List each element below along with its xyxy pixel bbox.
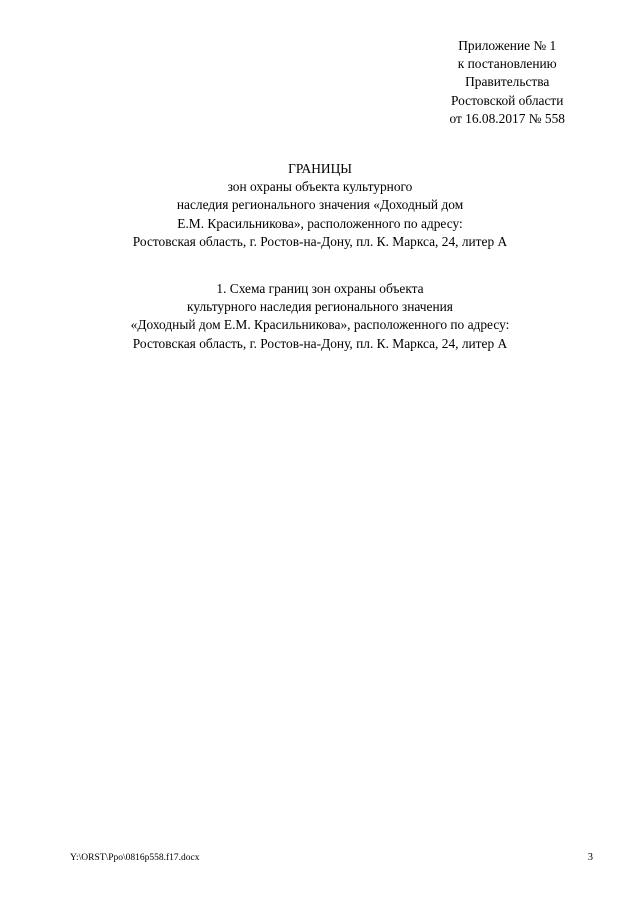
appendix-line: Правительства — [465, 74, 550, 90]
title-line: зон охраны объекта культурного — [227, 179, 413, 195]
document-title — [0, 160, 640, 251]
scheme-section-heading — [0, 280, 640, 353]
scheme-line: культурного наследия регионального значения — [187, 299, 453, 315]
title-line: Ростовская область, г. Ростов-на-Дону, пл. К. Маркса, 24, литер А — [132, 233, 508, 249]
scheme-line: «Доходный дом Е.М. Красильникова», расположенного по адресу: — [130, 317, 510, 333]
title-heading: ГРАНИЦЫ — [288, 161, 352, 176]
appendix-line: Ростовской области — [451, 92, 564, 108]
footer-file-path: Y:\ORST\Ppo\0816p558.f17.docx — [70, 853, 200, 863]
appendix-line: от 16.08.2017 № 558 — [449, 110, 565, 126]
title-line: Е.М. Красильникова», расположенного по адресу: — [177, 215, 463, 231]
appendix-line: к постановлению — [457, 56, 557, 72]
appendix-line: Приложение № 1 — [458, 38, 557, 53]
page-number: 3 — [587, 852, 593, 863]
scheme-line: 1. Схема границ зон охраны объекта — [216, 281, 424, 296]
appendix-reference — [449, 37, 565, 128]
scheme-line: Ростовская область, г. Ростов-на-Дону, пл. К. Маркса, 24, литер А — [132, 335, 508, 351]
title-line: наследия регионального значения «Доходный дом — [176, 197, 464, 213]
